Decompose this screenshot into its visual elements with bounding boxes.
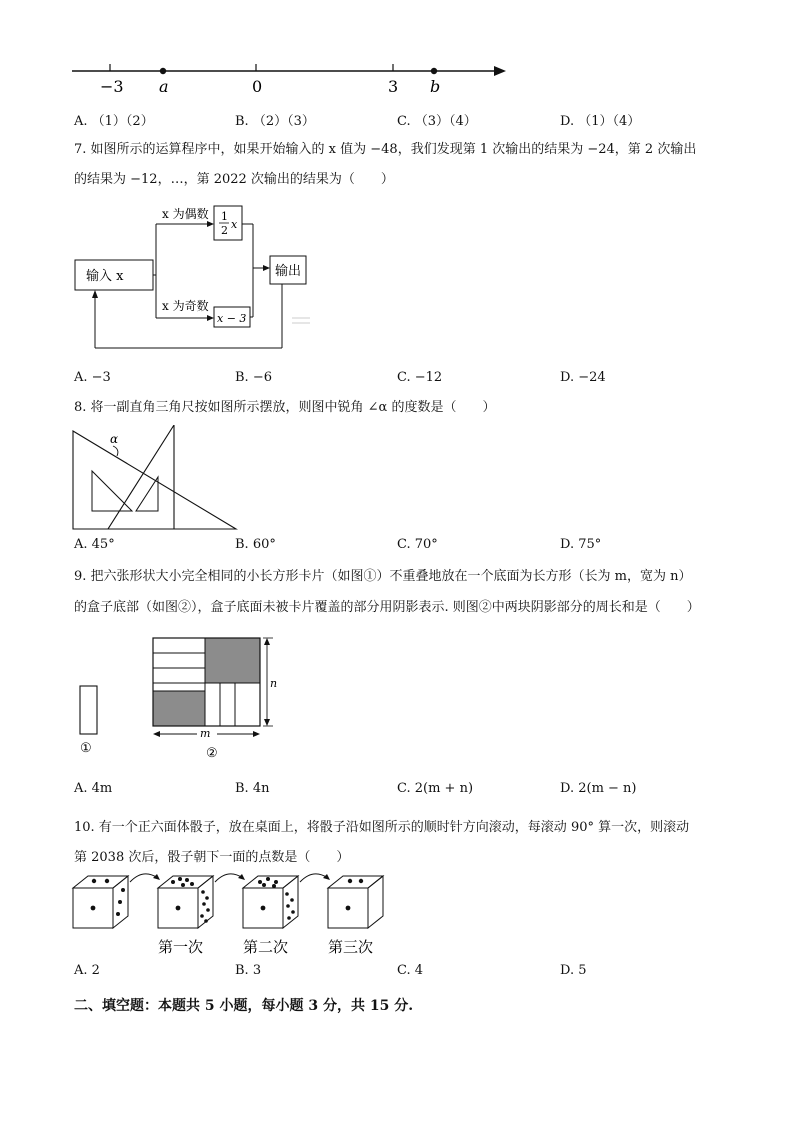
q7-option-b[interactable]: B. −6 [235, 370, 272, 385]
section-2-heading: 二、填空题：本题共 5 小题，每小题 3 分，共 15 分. [74, 998, 414, 1014]
flow-minus3-label: x − 3 [217, 312, 247, 325]
q10-option-c[interactable]: C. 4 [397, 963, 424, 978]
q6-option-a[interactable]: A. （1）（2） [74, 114, 154, 129]
shaded-region-top [205, 638, 260, 683]
tick-minus3: −3 [100, 77, 124, 96]
q7-stem-line2: 的结果为 −12，…，第 2022 次输出的结果为（ ） [74, 172, 394, 187]
dice-4 [328, 876, 383, 928]
number-line-figure [60, 55, 520, 100]
q7-stem-line1: 7. 如图所示的运算程序中，如果开始输入的 x 值为 −48，我们发现第 1 次输出的结果为 −24，第 2 次输出 [74, 142, 697, 157]
roll-label-1: 第一次 [158, 938, 204, 956]
flow-even-label: x 为偶数 [162, 207, 209, 221]
q8-stem: 8. 将一副直角三角尺按如图所示摆放，则图中锐角 ∠α 的度数是（ ） [74, 400, 496, 415]
q6-option-d[interactable]: D. （1）（4） [560, 114, 641, 129]
alpha-label: α [110, 432, 119, 446]
flow-output-label: 输出 [275, 264, 302, 279]
half-variable: x [231, 218, 238, 231]
tick-zero: 0 [252, 77, 263, 96]
figure-2-label: ② [206, 746, 218, 761]
half-denominator: 2 [221, 224, 228, 237]
q10-option-a[interactable]: A. 2 [74, 963, 100, 978]
q9-option-d[interactable]: D. 2(m − n) [560, 781, 637, 796]
q10-stem-line2: 第 2038 次后，骰子朝下一面的点数是（ ） [74, 850, 350, 865]
shaded-region-bottom [153, 691, 205, 726]
dice-2 [158, 876, 213, 928]
figure-1-label: ① [80, 741, 92, 756]
point-b-label: b [430, 77, 441, 96]
dice-1 [73, 876, 128, 928]
triangle-rulers-figure [70, 425, 250, 535]
q9-option-b[interactable]: B. 4n [235, 781, 270, 796]
flow-input-label: 输入 x [86, 269, 124, 284]
q10-option-b[interactable]: B. 3 [235, 963, 262, 978]
roll-label-3: 第三次 [328, 938, 374, 956]
q7-option-d[interactable]: D. −24 [560, 370, 606, 385]
half-numerator: 1 [221, 210, 228, 223]
q8-option-a[interactable]: A. 45° [74, 537, 115, 552]
roll-label-2: 第二次 [243, 938, 289, 956]
tick-3: 3 [388, 77, 399, 96]
q7-option-a[interactable]: A. −3 [74, 370, 111, 385]
q9-option-a[interactable]: A. 4m [74, 781, 113, 796]
q10-option-d[interactable]: D. 5 [560, 963, 587, 978]
q6-option-b[interactable]: B. （2）（3） [235, 114, 315, 129]
dimension-n-label: n [270, 677, 278, 690]
q9-stem-line2: 的盒子底部（如图②），盒子底面未被卡片覆盖的部分用阴影表示. 则图②中两块阴影部分的周长和是（ ） [74, 600, 700, 615]
flowchart-figure [70, 200, 330, 355]
q8-option-d[interactable]: D. 75° [560, 537, 602, 552]
point-a-label: a [159, 77, 169, 96]
q7-option-c[interactable]: C. −12 [397, 370, 443, 385]
dice-3 [243, 876, 298, 928]
flow-odd-label: x 为奇数 [162, 299, 209, 313]
q9-stem-line1: 9. 把六张形状大小完全相同的小长方形卡片（如图①）不重叠地放在一个底面为长方形（长为 m，宽为 n） [74, 569, 692, 584]
dimension-m-label: m [200, 727, 211, 740]
q8-option-b[interactable]: B. 60° [235, 537, 276, 552]
box-figure [145, 632, 285, 762]
dice-rolling-figure [68, 868, 398, 958]
q6-option-c[interactable]: C. （3）（4） [397, 114, 477, 129]
q10-stem-line1: 10. 有一个正六面体骰子，放在桌面上，将骰子沿如图所示的顺时针方向滚动，每滚动 90° 算一次，则滚动 [74, 820, 690, 835]
q8-option-c[interactable]: C. 70° [397, 537, 438, 552]
small-card-figure [75, 680, 110, 760]
q9-option-c[interactable]: C. 2(m + n) [397, 781, 474, 796]
